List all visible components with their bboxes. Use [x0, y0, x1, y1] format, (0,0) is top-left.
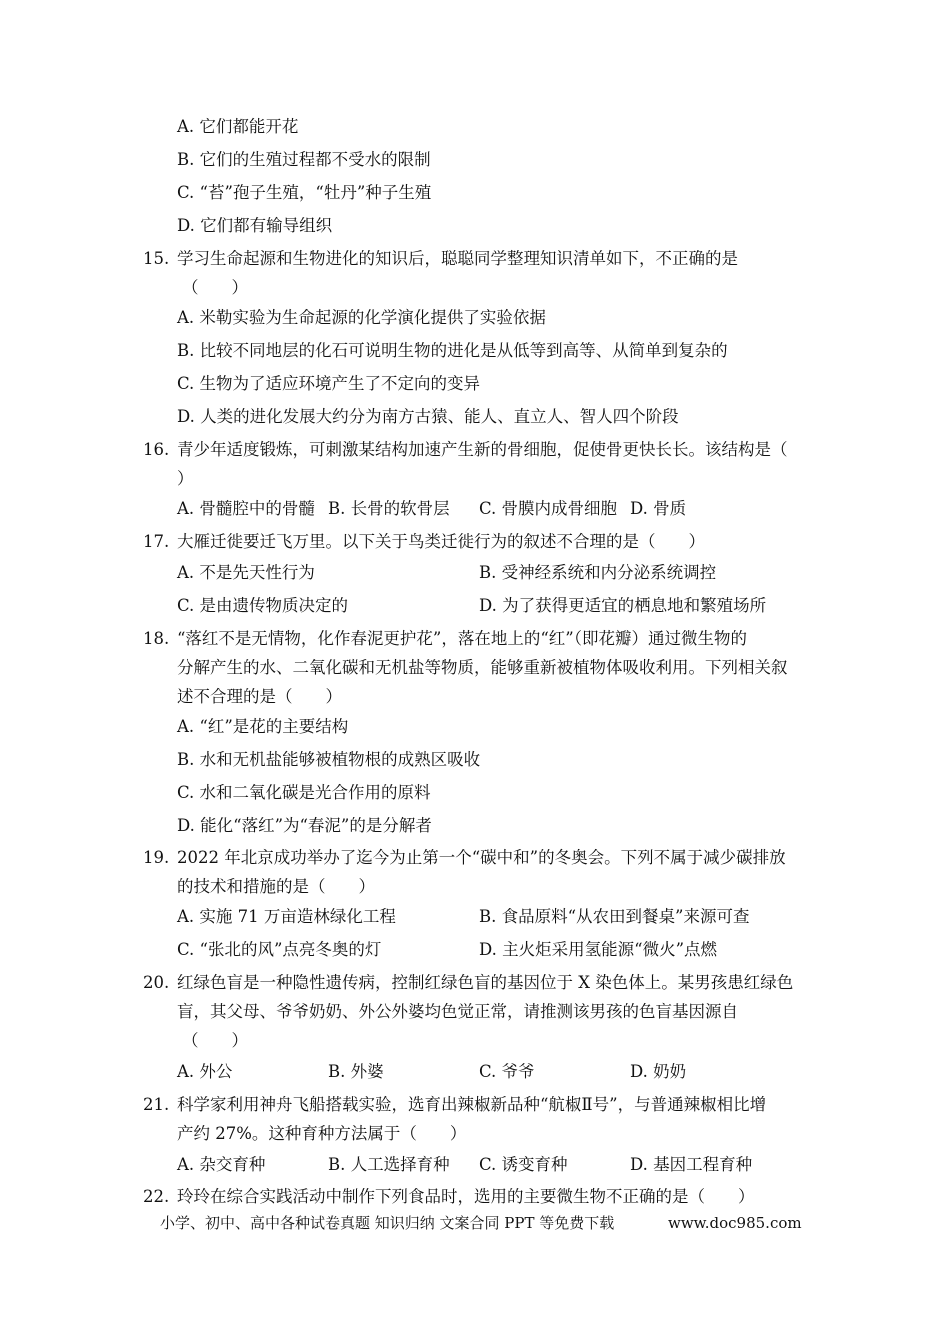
question-number: 22. — [143, 1187, 170, 1206]
q18-stem-line: 分解产生的水、二氧化碳和无机盐等物质，能够重新被植物体吸收利用。下列相关叙 — [177, 658, 788, 677]
q16-option-a: A. 骨髓腔中的骨髓 — [177, 499, 315, 518]
q16-option-d: D. 骨质 — [630, 499, 687, 518]
q16-stem-line: 青少年适度锻炼，可刺激某结构加速产生新的骨细胞，促使骨更快长长。该结构是（ — [177, 440, 788, 459]
q15-stem-line: 学习生命起源和生物进化的知识后，聪聪同学整理知识清单如下，不正确的是 — [177, 249, 738, 268]
footer-text: 小学、初中、高中各种试卷真题 知识归纳 文案合同 PPT 等免费下载 — [160, 1214, 615, 1232]
q18-option-a: A. “红”是花的主要结构 — [177, 717, 349, 736]
q20-option-a: A. 外公 — [177, 1062, 233, 1081]
q15-option-d: D. 人类的进化发展大约分为南方古猿、能人、直立人、智人四个阶段 — [177, 407, 679, 426]
q20-option-c: C. 爷爷 — [479, 1062, 535, 1081]
q15-stem-line: （ ） — [182, 278, 248, 297]
q15-option-b: B. 比较不同地层的化石可说明生物的进化是从低等到高等、从简单到复杂的 — [177, 341, 728, 360]
question-number: 21. — [143, 1095, 170, 1114]
q20-stem-line: 盲，其父母、爷爷奶奶、外公外婆均色觉正常，请推测该男孩的色盲基因源自 — [177, 1002, 738, 1021]
q21-stem-line: 科学家利用神舟飞船搭载实验，选育出辣椒新品种“航椒Ⅱ号”，与普通辣椒相比增 — [177, 1095, 767, 1114]
q15-option-c: C. 生物为了适应环境产生了不定向的变异 — [177, 374, 481, 393]
q20-option-d: D. 奶奶 — [630, 1062, 687, 1081]
q16-option-c: C. 骨膜内成骨细胞 — [479, 499, 618, 518]
question-number: 17. — [143, 532, 170, 551]
q20-stem-line: 红绿色盲是一种隐性遗传病，控制红绿色盲的基因位于 X 染色体上。某男孩患红绿色 — [177, 973, 794, 992]
q15-option-a: A. 米勒实验为生命起源的化学演化提供了实验依据 — [177, 308, 546, 327]
q14-option-a: A. 它们都能开花 — [177, 117, 299, 136]
q21-option-c: C. 诱变育种 — [479, 1155, 568, 1174]
q17-option-b: B. 受神经系统和内分泌系统调控 — [479, 563, 717, 582]
q18-option-b: B. 水和无机盐能够被植物根的成熟区吸收 — [177, 750, 481, 769]
q14-option-c: C. “苔”孢子生殖，“牡丹”种子生殖 — [177, 183, 432, 202]
q17-stem-line: 大雁迁徙要迁飞万里。以下关于鸟类迁徙行为的叙述不合理的是（ ） — [177, 532, 705, 551]
q20-option-b: B. 外婆 — [328, 1062, 384, 1081]
q17-option-a: A. 不是先天性行为 — [177, 563, 315, 582]
question-number: 18. — [143, 629, 170, 648]
q16-option-b: B. 长骨的软骨层 — [328, 499, 450, 518]
q16-stem-line: ） — [177, 469, 194, 488]
question-number: 16. — [143, 440, 170, 459]
q19-option-a: A. 实施 71 万亩造林绿化工程 — [177, 907, 396, 926]
q17-option-d: D. 为了获得更适宜的栖息地和繁殖场所 — [479, 596, 767, 615]
q18-option-c: C. 水和二氧化碳是光合作用的原料 — [177, 783, 431, 802]
q19-option-d: D. 主火炬采用氢能源“微火”点燃 — [479, 940, 718, 959]
q22-stem-line: 玲玲在综合实践活动中制作下列食品时，选用的主要微生物不正确的是（ ） — [177, 1187, 755, 1206]
q17-option-c: C. 是由遗传物质决定的 — [177, 596, 349, 615]
q20-stem-line: （ ） — [182, 1031, 248, 1050]
q19-option-c: C. “张北的风”点亮冬奥的灯 — [177, 940, 382, 959]
q21-option-a: A. 杂交育种 — [177, 1155, 266, 1174]
question-number: 20. — [143, 973, 170, 992]
q21-option-d: D. 基因工程育种 — [630, 1155, 753, 1174]
q18-option-d: D. 能化“落红”为“春泥”的是分解者 — [177, 816, 432, 835]
q19-option-b: B. 食品原料“从农田到餐桌”来源可查 — [479, 907, 750, 926]
q14-option-d: D. 它们都有输导组织 — [177, 216, 333, 235]
question-number: 19. — [143, 848, 170, 867]
q21-option-b: B. 人工选择育种 — [328, 1155, 450, 1174]
q18-stem-line: 述不合理的是（ ） — [177, 687, 342, 706]
q18-stem-line: “落红不是无情物，化作春泥更护花”，落在地上的“红”（即花瓣）通过微生物的 — [177, 629, 747, 648]
q21-stem-line: 产约 27%。这种育种方法属于（ ） — [177, 1124, 467, 1143]
footer-site: www.doc985.com — [668, 1214, 802, 1232]
question-number: 15. — [143, 249, 170, 268]
q19-stem-line: 2022 年北京成功举办了迄今为止第一个“碳中和”的冬奥会。下列不属于减少碳排放 — [177, 848, 786, 867]
q19-stem-line: 的技术和措施的是（ ） — [177, 877, 375, 896]
q14-option-b: B. 它们的生殖过程都不受水的限制 — [177, 150, 431, 169]
